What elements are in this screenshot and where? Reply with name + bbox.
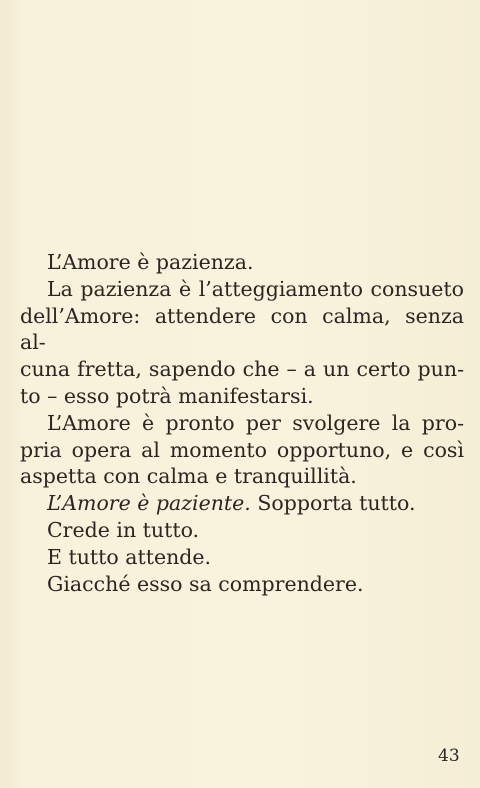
paragraph-7: Giacché esso sa comprendere. <box>47 571 364 596</box>
paragraph-2-line-3: cuna fretta, sapendo che – a un certo pun- <box>20 357 464 382</box>
page-number: 43 <box>438 746 460 766</box>
paragraph-4-rest: Sopporta tutto. <box>250 491 416 516</box>
paragraph-3-line-3: aspetta con calma e tranquillità. <box>20 464 357 489</box>
text-body <box>20 249 464 597</box>
paragraph-2-line-1: La pazienza è l’atteggiamento consueto <box>47 276 464 301</box>
paragraph-6: E tutto attende. <box>47 544 212 569</box>
paragraph-4 <box>20 490 464 517</box>
paragraph-3 <box>20 410 464 490</box>
paragraph-2-line-2: dell’Amore: attendere con calma, senza al- <box>20 303 464 355</box>
paragraph-3-line-2: pria opera al momento opportuno, e così <box>20 437 464 462</box>
paragraph-5: Crede in tutto. <box>47 517 200 542</box>
paragraph-1: L’Amore è pazienza. <box>47 250 254 274</box>
paragraph-3-line-1: L’Amore è pronto per svolgere la pro- <box>47 410 464 435</box>
paragraph-2 <box>20 276 464 410</box>
paragraph-4-italic: L’Amore è paziente. <box>47 491 251 516</box>
paragraph-2-line-4: to – esso potrà manifestarsi. <box>20 383 314 408</box>
